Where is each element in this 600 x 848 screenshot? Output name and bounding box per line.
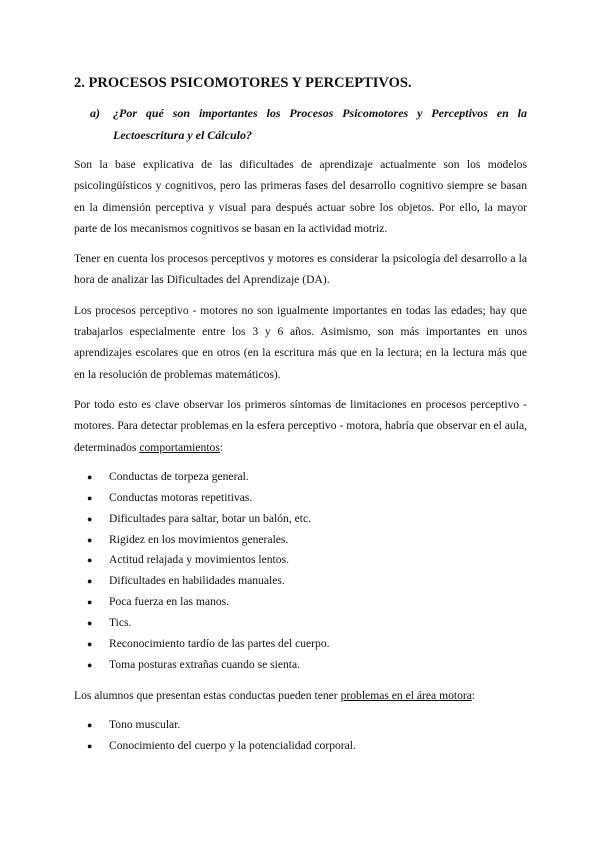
list-item-text: Tics.	[109, 616, 132, 630]
list-item-text: Reconocimiento tardío de las partes del cuerpo.	[109, 637, 330, 651]
paragraph	[74, 394, 527, 458]
bullet-icon: ●	[87, 471, 93, 482]
list-item	[74, 571, 527, 592]
bullet-icon: ●	[87, 618, 93, 629]
list-item-text: Conductas de torpeza general.	[109, 469, 249, 483]
bullet-icon: ●	[87, 720, 93, 731]
subheading-label: a)	[90, 106, 100, 120]
list-item-text: Conocimiento del cuerpo y la potencialidad corporal.	[109, 739, 356, 753]
list-item-text: Toma posturas extrañas cuando se sienta.	[109, 658, 301, 672]
underlined-term: comportamientos	[139, 440, 220, 454]
paragraph-end: :	[219, 440, 224, 454]
bullet-icon: ●	[87, 660, 93, 671]
bullet-icon: ●	[87, 639, 93, 650]
bullet-icon: ●	[87, 513, 93, 524]
list-item	[74, 613, 527, 634]
paragraph: Los procesos perceptivo - motores no son igualmente importantes en todas las edades; hay que trabajarlos especialmente entre los 3 y 6 años. Asimismo, son más importantes en unos aprendizajes escolares que en otros (en la escritura más que en la lectura; en la lectura más que en la resolución de problemas matemáticos).	[74, 303, 527, 381]
list-item	[74, 488, 527, 509]
bullet-icon: ●	[87, 741, 93, 752]
list-item	[74, 655, 527, 676]
paragraph: Tener en cuenta los procesos perceptivos y motores es considerar la psicología del desarrollo a la hora de analizar las Dificultades del Aprendizaje (DA).	[74, 252, 527, 287]
bullet-icon: ●	[87, 534, 93, 545]
bullet-list-motor-problems	[74, 715, 527, 757]
subheading-text: ¿Por qué son importantes los Procesos Psicomotores y Perceptivos en la Lectoescritura y el Cálculo?	[113, 106, 527, 142]
bullet-icon: ●	[87, 492, 93, 503]
list-item	[74, 550, 527, 571]
bullet-icon: ●	[87, 597, 93, 608]
list-item-text: Tono muscular.	[109, 718, 181, 732]
list-item	[74, 509, 527, 530]
document-page	[74, 72, 527, 766]
list-item-text: Poca fuerza en las manos.	[109, 595, 230, 609]
list-item-text: Dificultades en habilidades manuales.	[109, 574, 285, 588]
list-item	[74, 467, 527, 488]
list-item	[74, 736, 527, 757]
list-item-text: Dificultades para saltar, botar un balón, etc.	[109, 511, 312, 525]
underlined-term: problemas en el área motora	[340, 688, 472, 702]
list-item	[74, 592, 527, 613]
paragraph: Son la base explicativa de las dificultades de aprendizaje actualmente son los modelos psicolingüísticos y cognitivos, pero las primeras fases del desarrollo cognitivo siempre se basan en la dimensión perceptiva y visual para después actuar sobre los objetos. Por ello, la mayor parte de los mecanismos cognitivos se basan en la actividad motriz.	[74, 158, 527, 235]
section-heading: 2. PROCESOS PSICOMOTORES Y PERCEPTIVOS.	[74, 75, 412, 91]
paragraph-text: Los alumnos que presentan estas conductas pueden tener	[74, 688, 341, 702]
bullet-icon: ●	[87, 576, 93, 587]
list-item-text: Conductas motoras repetitivas.	[109, 490, 253, 504]
list-item	[74, 530, 527, 551]
bullet-list-behaviors	[74, 467, 527, 676]
list-item	[74, 634, 527, 655]
list-item-text: Rigidez en los movimientos generales.	[109, 532, 289, 546]
subheading	[90, 102, 527, 146]
list-item	[74, 715, 527, 736]
paragraph	[74, 685, 527, 706]
paragraph-text: Por todo esto es clave observar los primeros síntomas de limitaciones en procesos perceptivo - motores. Para detectar problemas en la esfera perceptivo - motora, habría que observar en el aula, determinados	[74, 397, 527, 454]
list-item-text: Actitud relajada y movimientos lentos.	[109, 553, 289, 567]
bullet-icon: ●	[87, 555, 93, 566]
paragraph-end: :	[471, 688, 476, 702]
